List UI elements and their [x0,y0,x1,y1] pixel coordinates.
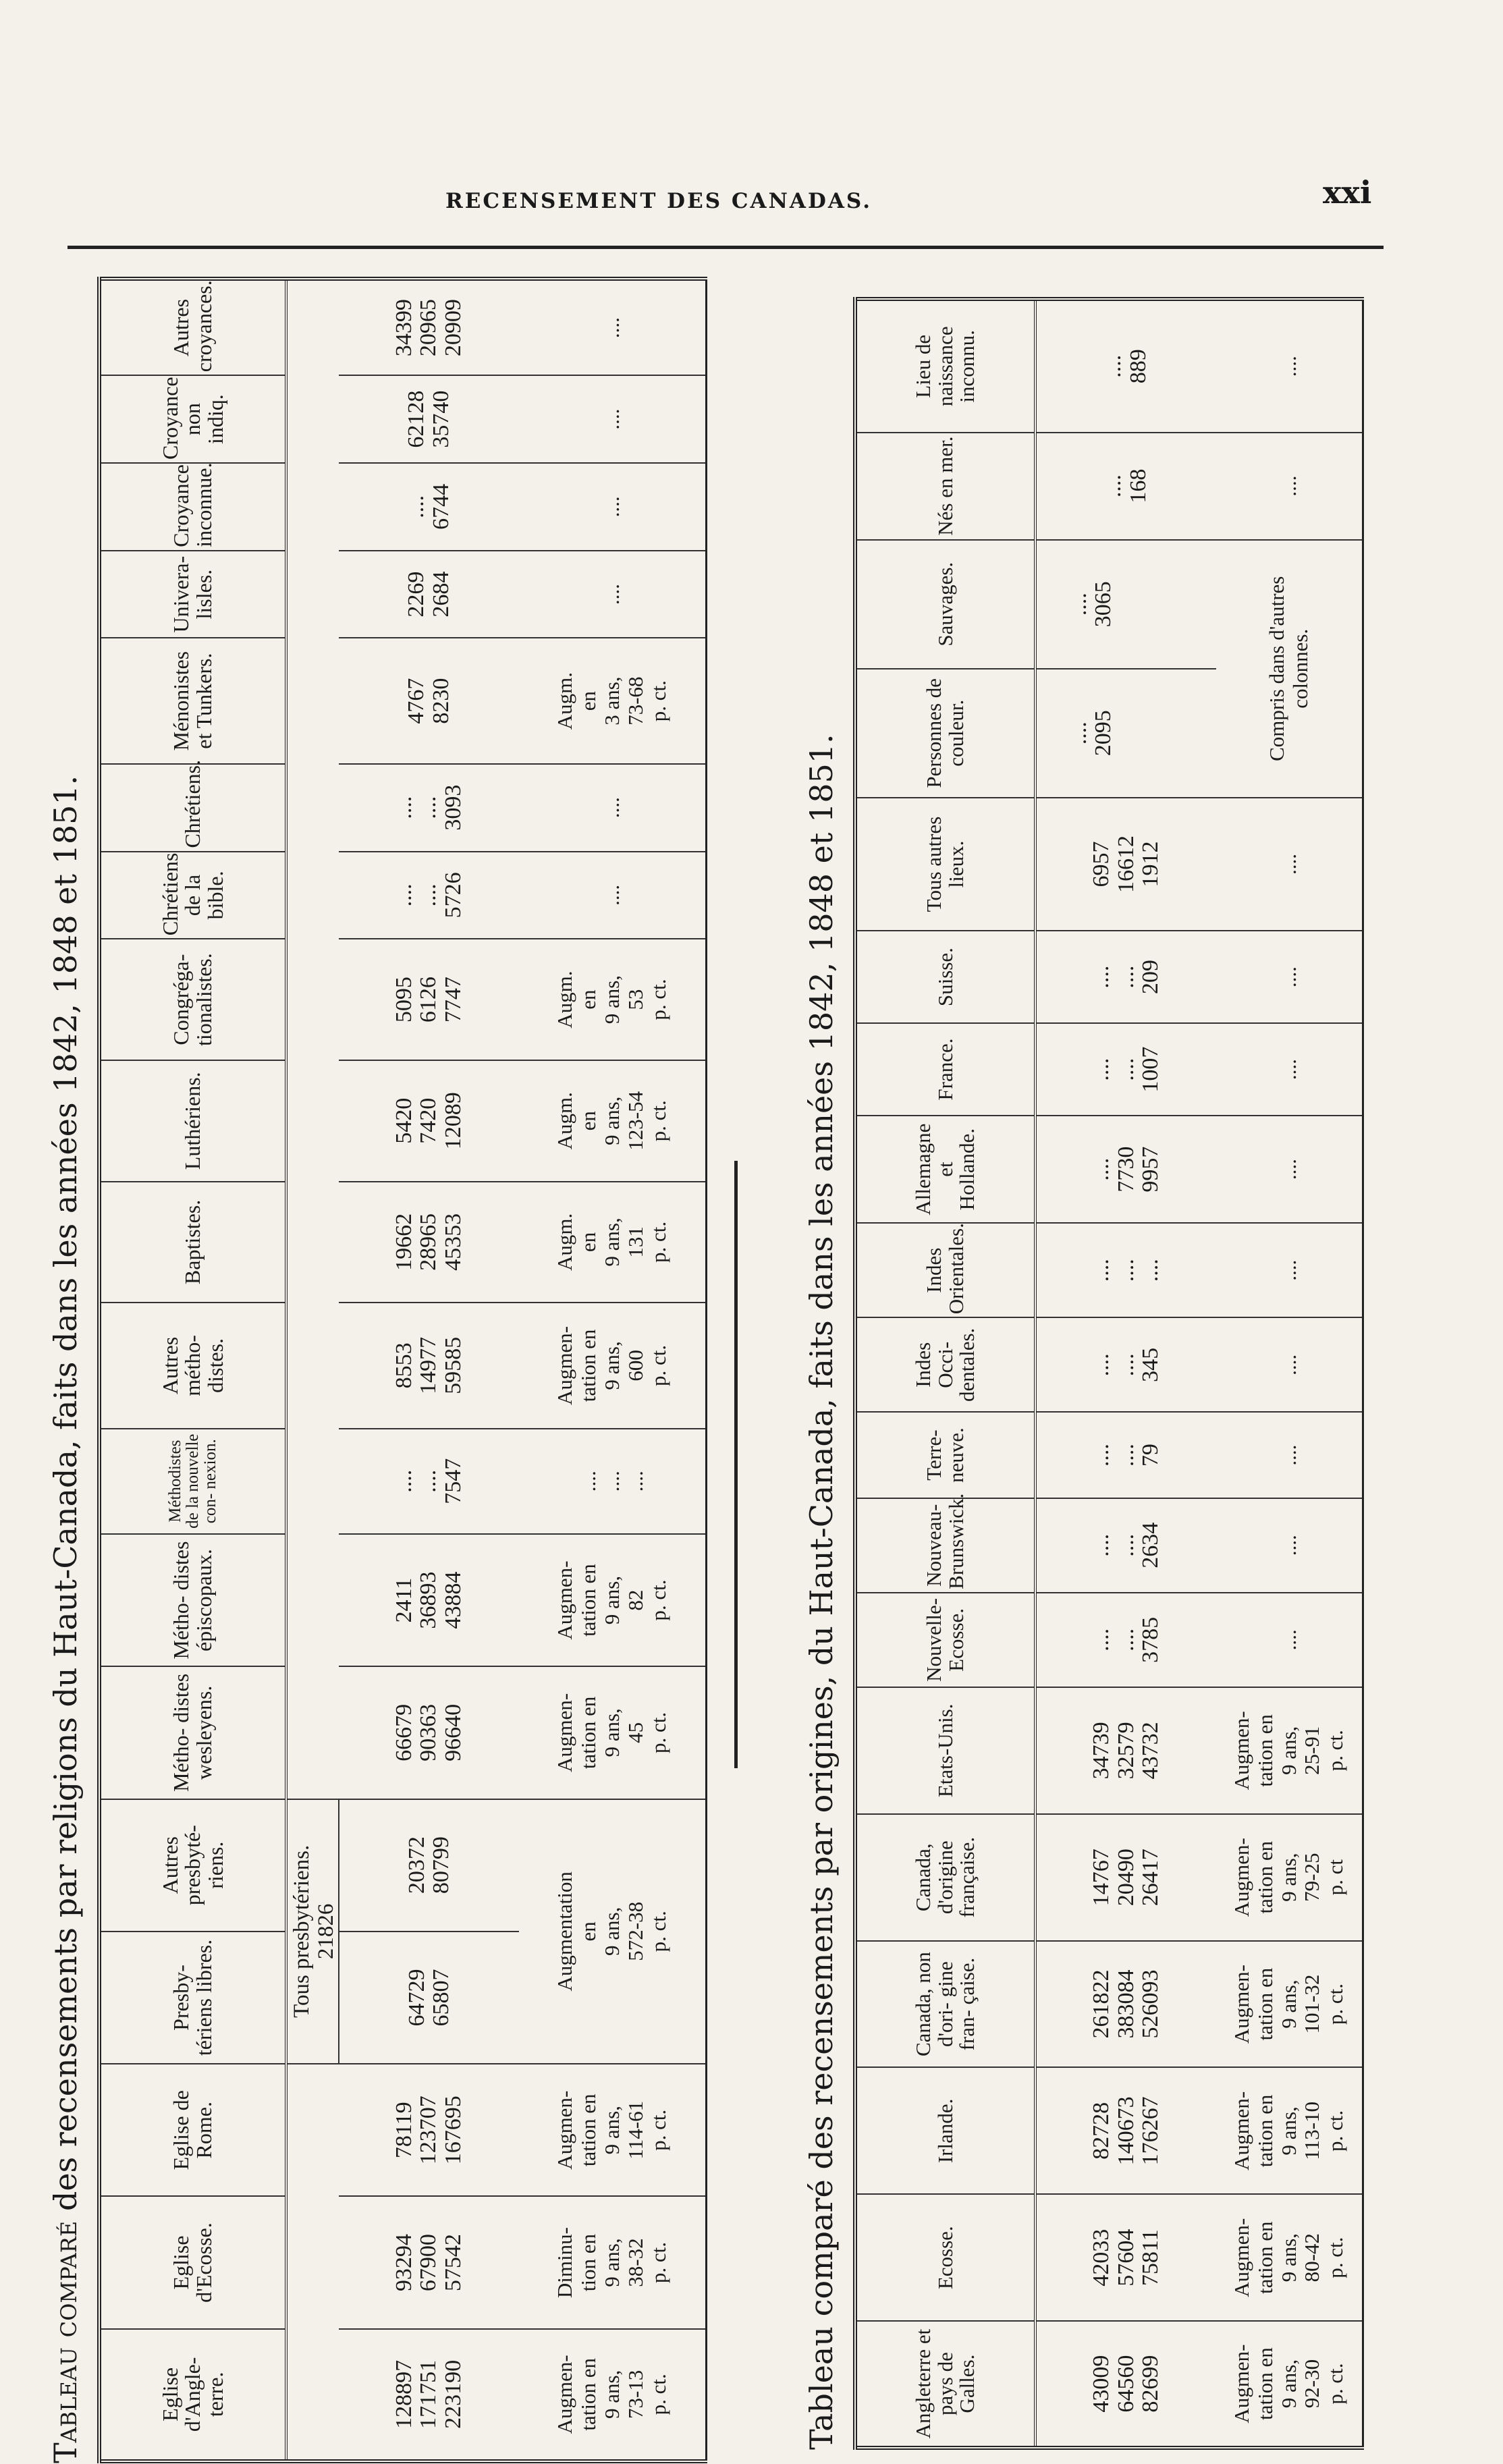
origins-header-row [855,299,1035,2448]
table-cell: 2269 2684 [339,551,519,638]
table-cell: Diminu- tion en 9 ans, 38-32 p. ct. [519,2196,707,2328]
table-cell: Augm. en 9 ans, 53 p. ct. [519,939,707,1060]
col-header: Autres métho- distes. [99,1303,286,1428]
table-cell: .... [1216,1116,1363,1223]
col-header: Ecosse. [855,2194,1035,2321]
table-cell: 64729 65807 [339,1932,519,2064]
table-cell: .... [519,279,707,375]
col-header: Chrétiens de la bible. [99,852,286,939]
table-cell: .... [1216,798,1363,931]
presbyterian-1842-value: 21826 [313,1903,338,1960]
religions-table [97,277,707,2463]
table-cell: .... [1216,1412,1363,1498]
col-header: Eglise de Rome. [99,2064,286,2196]
table-cell: 82728 140673 176267 [1035,2067,1216,2194]
table-cell: 43009 64560 82699 [1088,2355,1164,2413]
table-cell: Augmen- tation en 9 ans, 113-10 p. ct. [1216,2067,1363,2194]
col-header: Méthodistes de la nouvelle con- nexion. [99,1429,286,1534]
table-cell: 62128 35740 [339,375,519,463]
col-header: Irlande. [855,2067,1035,2194]
table-cell: 2411 36893 43884 [339,1534,519,1666]
table-cell: Augmen- tation en 9 ans, 82 p. ct. [519,1534,707,1666]
col-header: Univera- lisles. [99,551,286,638]
table-cell: .... .... 3785 [1035,1593,1216,1687]
col-header: Indes Occi- dentales. [855,1317,1035,1412]
table-cell: Augmen- tation en 9 ans, 25-91 p. ct. [1216,1687,1363,1814]
religions-header-row [99,279,286,2461]
center-divider [734,1161,738,1768]
table-cell: 261822 383084 526093 [1035,1941,1216,2068]
table-cell: .... [1216,931,1363,1023]
table-cell: Augmen- tation en 9 ans, 101-32 p. ct. [1216,1941,1363,2068]
table-cell: 4767 8230 [339,638,519,763]
col-header: Terre- neuve. [855,1412,1035,1498]
col-header: Tous autres lieux. [855,798,1035,931]
table-cell: .... .... .... [1035,1223,1216,1317]
page-number: xxi [1323,174,1372,211]
table-cell: 20372 80799 [339,1799,519,1932]
col-header: Etats-Unis. [855,1687,1035,1814]
col-header: Angleterre et pays de Galles. [855,2321,1035,2448]
savage-values: .... 3065 [1066,581,1116,628]
table-cell: .... .... 7547 [339,1429,519,1534]
table-cell: 14767 20490 26417 [1035,1814,1216,1941]
col-header: Croyance inconnue. [99,463,286,551]
table-cell: .... 7730 9957 [1035,1116,1216,1223]
table-cell: Augmen- tation en 9 ans, 73-13 p. ct. [519,2329,707,2461]
col-header: Autres presbyté- riens. [99,1799,286,1932]
table-cell: .... .... 5726 [339,852,519,939]
table-cell [1035,540,1216,669]
table-cell: 19662 28965 45353 [339,1182,519,1303]
table-cell: Augm. en 9 ans, 123-54 p. ct. [519,1060,707,1182]
table-cell: .... [1216,433,1363,540]
table-cell: 34739 32579 43732 [1035,1687,1216,1814]
table-cell [1035,669,1216,798]
table-cell: .... .... 2634 [1035,1498,1216,1593]
col-header: Chrétiens. [99,764,286,852]
table-cell: Augmen- tation en 9 ans, 92-30 p. ct. [1216,2321,1363,2448]
col-header: Indes Orientales. [855,1223,1035,1317]
religions-values-row [339,279,519,2461]
table-cell: Augmentation en 9 ans, 572-38 p. ct. [519,1799,707,2064]
religions-augmentation-row [519,279,707,2461]
col-header: Autres croyances. [99,279,286,375]
table-cell: .... [1216,1593,1363,1687]
table-cell: .... [519,852,707,939]
table-cell: .... [519,375,707,463]
table-cell: 8553 14977 59585 [339,1303,519,1428]
col-header: Nés en mer. [855,433,1035,540]
running-title: RECENSEMENT DES CANADAS. [445,189,872,213]
col-header: Sauvages. [855,540,1035,669]
religions-table-block [47,277,671,2463]
table-cell: .... .... .... [519,1429,707,1534]
origins-table-block [803,297,1357,2450]
table-cell: 66679 90363 96640 [339,1666,519,1799]
table-cell: .... .... 1007 [1035,1023,1216,1116]
header-rule [67,246,1384,249]
table-cell: 42033 57604 75811 [1035,2194,1216,2321]
table-cell: Augmen- tation en 9 ans, 114-61 p. ct. [519,2064,707,2196]
table-cell: 128897 171751 223190 [391,2359,466,2429]
col-header: Nouvelle- Ecosse. [855,1593,1035,1687]
table-cell: Augmen- tation en 9 ans, 79-25 p. ct [1216,1814,1363,1941]
religions-table-caption [47,277,84,2463]
col-header: Canada, non d'ori- gine fran- çaise. [855,1941,1035,2068]
table-cell: .... 889 [1035,299,1216,433]
origins-values-row [1035,299,1216,2448]
table-cell: .... .... 209 [1035,931,1216,1023]
table-cell: .... 6744 [339,463,519,551]
col-header: Canada, d'origine française. [855,1814,1035,1941]
table-cell: Augmen- tation en 9 ans, 600 p. ct. [519,1303,707,1428]
col-header: Personnes de couleur. [855,669,1035,798]
caption-rest: des recensements par religions du Haut-Canada, faits dans les années 1842, 1848 et 1851. [47,775,84,2221]
col-header: Luthériens. [99,1060,286,1182]
table-cell: .... .... 79 [1035,1412,1216,1498]
colour-savage-note: Compris dans d'autres colonnes. [1216,540,1363,798]
table-cell: 6957 16612 1912 [1035,798,1216,931]
table-cell: .... .... 345 [1035,1317,1216,1412]
table-cell: Augm. en 9 ans, 131 p. ct. [519,1182,707,1303]
colour-values: .... 2095 [1066,710,1116,757]
col-header: Lieu de naissance inconnu. [855,299,1035,433]
table-cell: 34399 20965 20909 [339,279,519,375]
col-header: Croyance non indiq. [99,375,286,463]
table-cell: .... [1216,1023,1363,1116]
table-cell: .... [1216,1498,1363,1593]
col-header: Métho- distes wesleyens. [99,1666,286,1799]
origins-augmentation-row [1216,299,1363,2448]
col-header: Ménonistes et Tunkers. [99,638,286,763]
religions-presbyterian-span-row [286,279,339,2461]
origins-table-caption: Tableau comparé des recensements par origines, du Haut-Canada, faits dans les années 1842, 1848 et 1851. [803,734,840,2450]
table-cell: Augmen- tation en 9 ans, 80-42 p. ct. [1216,2194,1363,2321]
table-cell: .... .... 3093 [339,764,519,852]
col-header: Congréga- tionalistes. [99,939,286,1060]
table-cell: 5095 6126 7747 [339,939,519,1060]
col-header: Eglise d'Angle- terre. [99,2329,286,2461]
table-cell: .... 168 [1035,433,1216,540]
col-header: Métho- distes épiscopaux. [99,1534,286,1666]
table-cell: .... [519,764,707,852]
presbyterian-span-label: Tous presbytériens. [290,1844,314,2018]
table-cell: .... [1216,1223,1363,1317]
table-cell: .... [519,551,707,638]
table-cell: .... [1216,299,1363,433]
table-cell: 5420 7420 12089 [339,1060,519,1182]
caption-small-caps: Tableau comparé [47,2220,84,2463]
table-cell: Augmen- tation en 9 ans, 45 p. ct. [519,1666,707,1799]
col-header: Baptistes. [99,1182,286,1303]
col-header: France. [855,1023,1035,1116]
col-header: Allemagne et Hollande. [855,1116,1035,1223]
col-header: Nouveau- Brunswick. [855,1498,1035,1593]
col-header: Presby- tériens libres. [99,1932,286,2064]
col-header: Suisse. [855,931,1035,1023]
table-cell: .... [519,463,707,551]
origins-table [853,297,1364,2450]
col-header: Eglise d'Ecosse. [99,2196,286,2328]
table-cell: 93294 67900 57542 [339,2196,519,2328]
table-cell: Augm. en 3 ans, 73-68 p. ct. [519,638,707,763]
table-cell: .... [1216,1317,1363,1412]
table-cell: 78119 123707 167695 [339,2064,519,2196]
